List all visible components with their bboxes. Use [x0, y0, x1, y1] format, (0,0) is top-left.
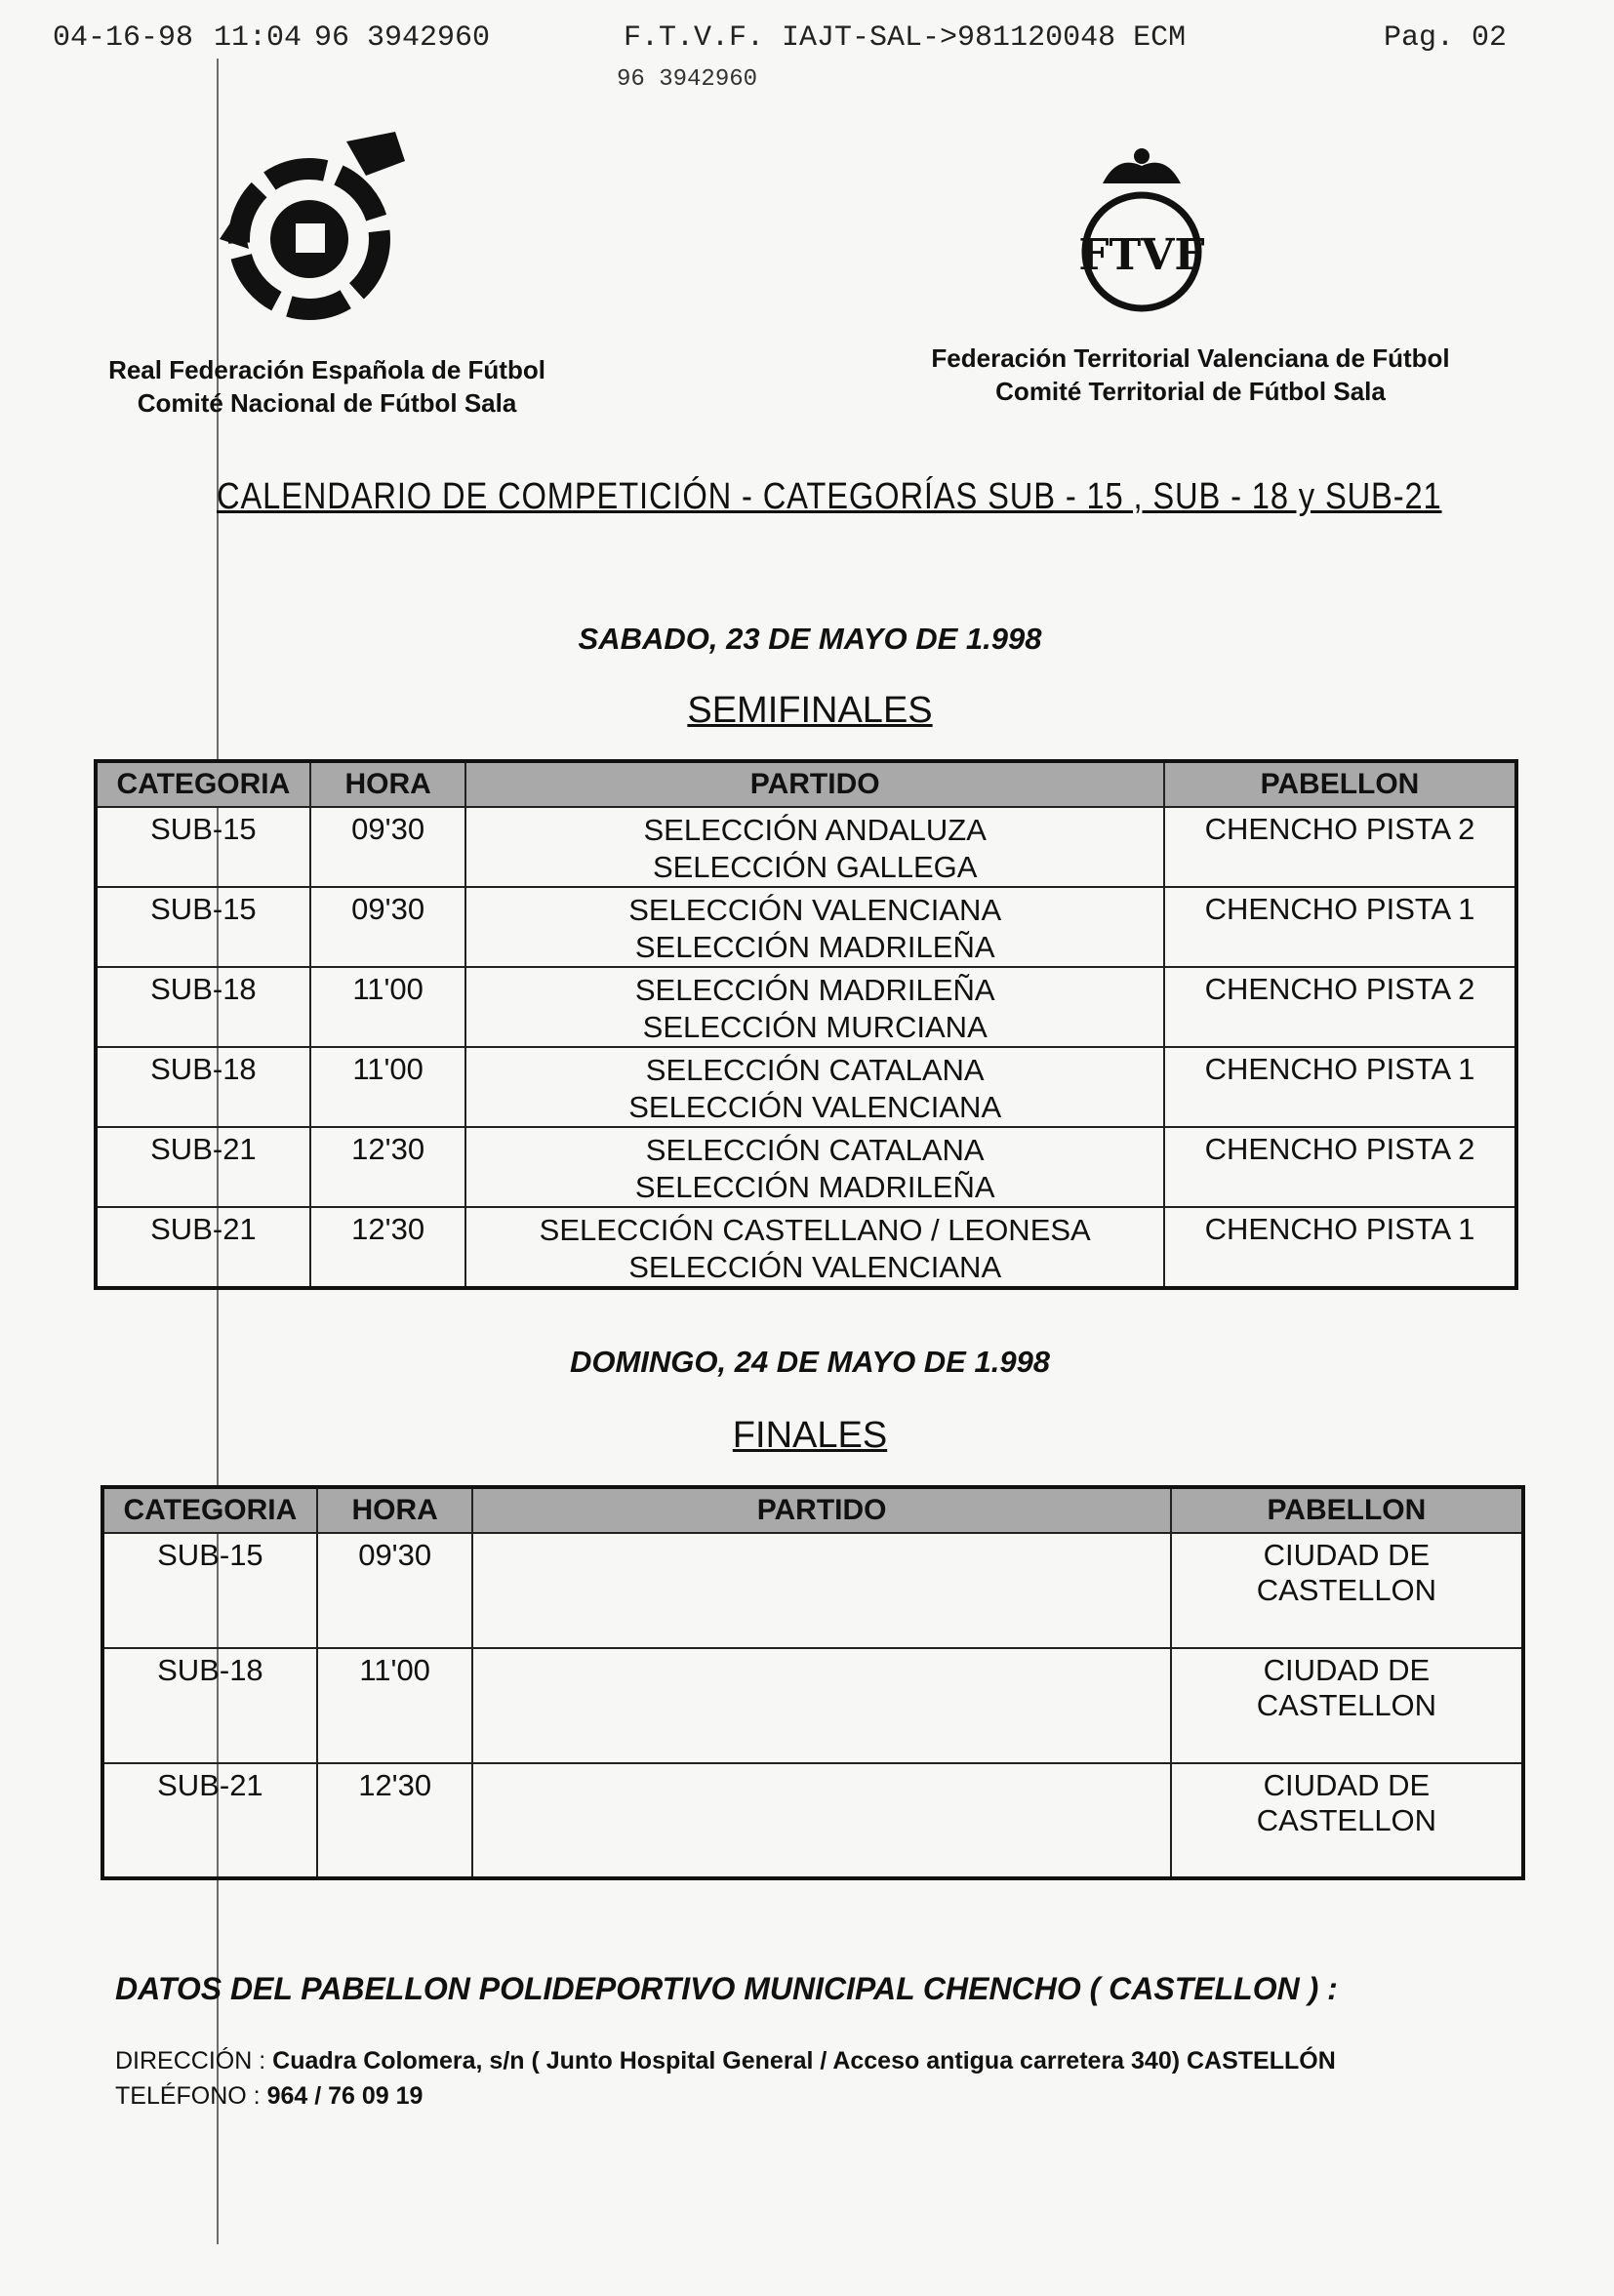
team-1: SELECCIÓN CASTELLANO / LEONESA [539, 1213, 1091, 1247]
fax-page: Pag. 02 [1383, 21, 1507, 55]
row-category: SUB-21 [102, 1763, 317, 1878]
row-venue [1171, 1533, 1523, 1648]
address-value: Cuadra Colomera, s/n ( Junto Hospital General / Acceso antigua carretera 340) CASTELLÓN [272, 2047, 1336, 2074]
venue-line-1: CIUDAD DE [1263, 1538, 1431, 1572]
left-org-name [88, 353, 566, 420]
rfef-crest-icon [200, 122, 420, 342]
row-venue: CHENCHO PISTA 2 [1164, 807, 1516, 887]
team-1: SELECCIÓN CATALANA [645, 1133, 985, 1167]
team-2: SELECCIÓN GALLEGA [652, 850, 978, 884]
ftvf-crest-icon [1078, 144, 1205, 320]
row-time: 11'00 [317, 1648, 473, 1763]
row-venue [1171, 1763, 1523, 1878]
saturday-round: SEMIFINALES [687, 690, 933, 731]
row-match [465, 1047, 1163, 1127]
venue-line-2: CASTELLON [1256, 1688, 1437, 1722]
row-time: 11'00 [310, 967, 466, 1047]
finals-table [101, 1485, 1525, 1880]
right-org-line2: Comité Territorial de Fútbol Sala [995, 377, 1386, 406]
table-row [96, 1207, 1516, 1288]
venue-line-2: CASTELLON [1256, 1803, 1437, 1837]
row-match [472, 1533, 1170, 1648]
col-partido: PARTIDO [472, 1487, 1170, 1533]
sunday-date: DOMINGO, 24 DE MAYO DE 1.998 [569, 1345, 1051, 1379]
team-1: SELECCIÓN VALENCIANA [628, 893, 1002, 927]
right-org-line1: Federación Territorial Valenciana de Fútbol [931, 343, 1450, 373]
row-time: 09'30 [310, 807, 466, 887]
team-2: SELECCIÓN VALENCIANA [628, 1090, 1002, 1124]
left-org-line1: Real Federación Española de Fútbol [108, 355, 545, 384]
team-2: SELECCIÓN MURCIANA [642, 1010, 988, 1044]
row-venue [1171, 1648, 1523, 1763]
team-2: SELECCIÓN MADRILEÑA [634, 1170, 995, 1204]
table-row [102, 1648, 1523, 1763]
row-match [465, 1127, 1163, 1207]
sunday-round: FINALES [732, 1415, 888, 1456]
table-header-row [96, 761, 1516, 807]
col-hora: HORA [317, 1487, 473, 1533]
row-category: SUB-18 [96, 967, 310, 1047]
document-title: CALENDARIO DE COMPETICIÓN - CATEGORÍAS SUB - 15 , SUB - 18 y SUB-21 [217, 476, 1442, 517]
saturday-date: SABADO, 23 DE MAYO DE 1.998 [578, 622, 1042, 656]
venue-title: DATOS DEL PABELLON POLIDEPORTIVO MUNICIPAL CHENCHO ( CASTELLON ) : [115, 1971, 1338, 2006]
fax-header [53, 21, 1507, 60]
row-match [472, 1763, 1170, 1878]
table-row [96, 967, 1516, 1047]
row-category: SUB-15 [96, 807, 310, 887]
venue-line-1: CIUDAD DE [1263, 1768, 1431, 1802]
col-categoria: CATEGORIA [96, 761, 310, 807]
row-venue: CHENCHO PISTA 2 [1164, 967, 1516, 1047]
fax-time: 11:04 [214, 21, 303, 55]
table-row [96, 807, 1516, 887]
row-match [465, 967, 1163, 1047]
venue-line-1: CIUDAD DE [1263, 1653, 1431, 1687]
col-hora: HORA [310, 761, 466, 807]
table-row [102, 1763, 1523, 1878]
row-time: 12'30 [310, 1127, 466, 1207]
phone-value: 964 / 76 09 19 [266, 2082, 424, 2110]
team-2: SELECCIÓN VALENCIANA [628, 1250, 1002, 1284]
col-partido: PARTIDO [465, 761, 1163, 807]
team-1: SELECCIÓN ANDALUZA [643, 813, 987, 847]
col-pabellon: PABELLON [1171, 1487, 1523, 1533]
table-row [102, 1533, 1523, 1648]
row-category: SUB-15 [96, 887, 310, 967]
semifinals-table [94, 759, 1518, 1290]
table-row [96, 1047, 1516, 1127]
fax-route: F.T.V.F. IAJT-SAL->981120048 ECM [624, 21, 1187, 55]
row-match [472, 1648, 1170, 1763]
col-pabellon: PABELLON [1164, 761, 1516, 807]
row-match [465, 1207, 1163, 1288]
row-category: SUB-18 [96, 1047, 310, 1127]
row-venue: CHENCHO PISTA 1 [1164, 1207, 1516, 1288]
team-1: SELECCIÓN MADRILEÑA [634, 973, 995, 1007]
phone-label: TELÉFONO : [115, 2082, 261, 2110]
row-venue: CHENCHO PISTA 1 [1164, 1047, 1516, 1127]
row-category: SUB-18 [102, 1648, 317, 1763]
left-org-line2: Comité Nacional de Fútbol Sala [137, 388, 517, 418]
row-category: SUB-21 [96, 1127, 310, 1207]
row-venue: CHENCHO PISTA 1 [1164, 887, 1516, 967]
row-venue: CHENCHO PISTA 2 [1164, 1127, 1516, 1207]
venue-line-2: CASTELLON [1256, 1573, 1437, 1607]
right-org-name [839, 342, 1542, 408]
team-1: SELECCIÓN CATALANA [645, 1053, 985, 1087]
fax-phone: 96 3942960 [314, 21, 491, 55]
venue-phone [115, 2082, 423, 2111]
fax-sub-phone: 96 3942960 [617, 66, 758, 93]
ftvf-crest-letters: FTVF [1078, 230, 1205, 280]
table-header-row [102, 1487, 1523, 1533]
row-match [465, 887, 1163, 967]
table-row [96, 887, 1516, 967]
row-time: 12'30 [317, 1763, 473, 1878]
address-label: DIRECCIÓN : [115, 2047, 266, 2074]
table-row [96, 1127, 1516, 1207]
venue-address [115, 2047, 1336, 2075]
row-category: SUB-15 [102, 1533, 317, 1648]
row-time: 11'00 [310, 1047, 466, 1127]
row-category: SUB-21 [96, 1207, 310, 1288]
fax-date: 04-16-98 [53, 21, 194, 55]
row-match [465, 807, 1163, 887]
col-categoria: CATEGORIA [102, 1487, 317, 1533]
row-time: 12'30 [310, 1207, 466, 1288]
team-2: SELECCIÓN MADRILEÑA [634, 930, 995, 964]
row-time: 09'30 [310, 887, 466, 967]
row-time: 09'30 [317, 1533, 473, 1648]
